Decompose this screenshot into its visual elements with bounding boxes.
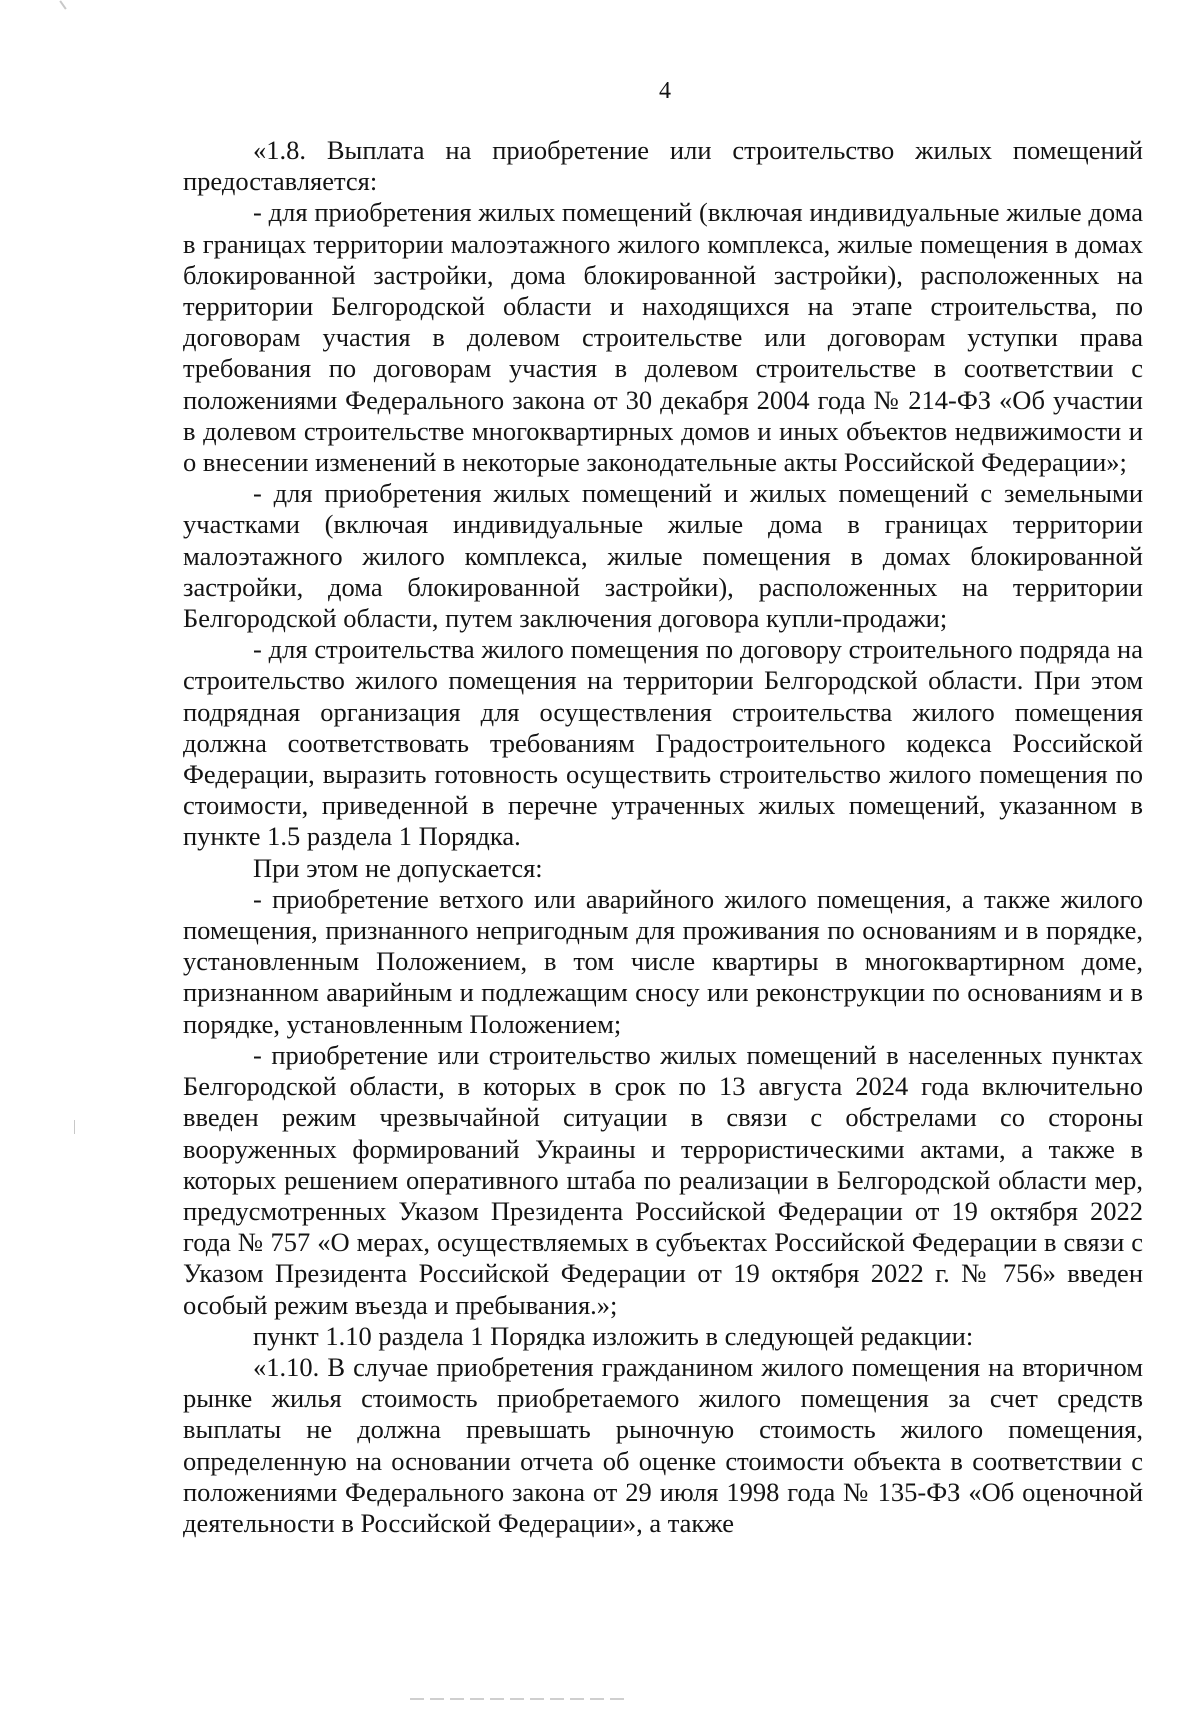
paragraph-not-allowed-heading: При этом не допускается: xyxy=(253,852,543,883)
document-body xyxy=(183,135,1143,1539)
scan-artifact xyxy=(59,0,66,9)
paragraph-1-10-intro: пункт 1.10 раздела 1 Порядка изложить в следующей редакции: xyxy=(253,1320,974,1351)
scan-artifact xyxy=(74,1120,75,1134)
paragraph-1-10-text: «1.10. В случае приобретения гражданином жилого помещения на вторичном рынке жилья стоимость приобретаемого жилого помещения за счет средств выплаты не должна превышать рыночную стоимость жилого помещения, определенную на основании отчета об оценке стоимости объекта в соответствии с положениями Федерального закона от 29 июля 1998 года № 135-ФЗ «Об оценочной деятельности в Российской Федерации», а также xyxy=(183,1351,1143,1538)
scan-artifact xyxy=(410,1698,630,1700)
paragraph-1-8-heading: «1.8. Выплата на приобретение или строительство жилых помещений предоставляется: xyxy=(183,135,1143,197)
paragraph-construction-contract: - для строительства жилого помещения по договору строительного подряда на строительство жилого помещения на территории Белгородской области. При этом подрядная организация для осуществления строительства жилого помещения должна соответствовать требованиям Градостроительного кодекса Российской Федерации, выразить готовность осуществить строительство жилого помещения по стоимости, приведенной в перечне утраченных жилых помещений, указанном в пункте 1.5 раздела 1 Порядка. xyxy=(183,634,1143,852)
page-number: 4 xyxy=(659,78,671,104)
paragraph-purchase-contract: - для приобретения жилых помещений и жилых помещений с земельными участками (включая индивидуальные жилые дома в границах территории малоэтажного жилого комплекса, жилые помещения в домах блокированной застройки, дома блокированной застройки), расположенных на территории Белгородской области, путем заключения договора купли-продажи; xyxy=(183,478,1143,634)
paragraph-dilapidated-housing: - приобретение ветхого или аварийного жилого помещения, а также жилого помещения, признанного непригодным для проживания по основаниям и в порядке, установленным Положением, в том числе квартиры в многоквартирном доме, признанном аварийным и подлежащим сносу или реконструкции по основаниям и в порядке, установленным Положением; xyxy=(183,883,1143,1039)
paragraph-emergency-regime: - приобретение или строительство жилых помещений в населенных пунктах Белгородской области, в которых в срок по 13 августа 2024 года включительно введен режим чрезвычайной ситуации в связи с обстрелами со стороны вооруженных формирований Украины и террористическими актами, а также в которых решением оперативного штаба по реализации в Белгородской области мер, предусмотренных Указом Президента Российской Федерации от 19 октября 2022 года № 757 «О мерах, осуществляемых в субъектах Российской Федерации в связи с Указом Президента Российской Федерации от 19 октября 2022 г. № 756» введен особый режим въезда и пребывания.»; xyxy=(183,1039,1143,1320)
paragraph-shared-construction: - для приобретения жилых помещений (включая индивидуальные жилые дома в границах территории малоэтажного жилого комплекса, жилые помещения в домах блокированной застройки, дома блокированной застройки), расположенных на территории Белгородской области и находящихся на этапе строительства, по договорам участия в долевом строительстве или договорам уступки права требования по договорам участия в долевом строительстве в соответствии с положениями Федерального закона от 30 декабря 2004 года № 214-ФЗ «Об участии в долевом строительстве многоквартирных домов и иных объектов недвижимости и о внесении изменений в некоторые законодательные акты Российской Федерации»; xyxy=(183,197,1143,478)
